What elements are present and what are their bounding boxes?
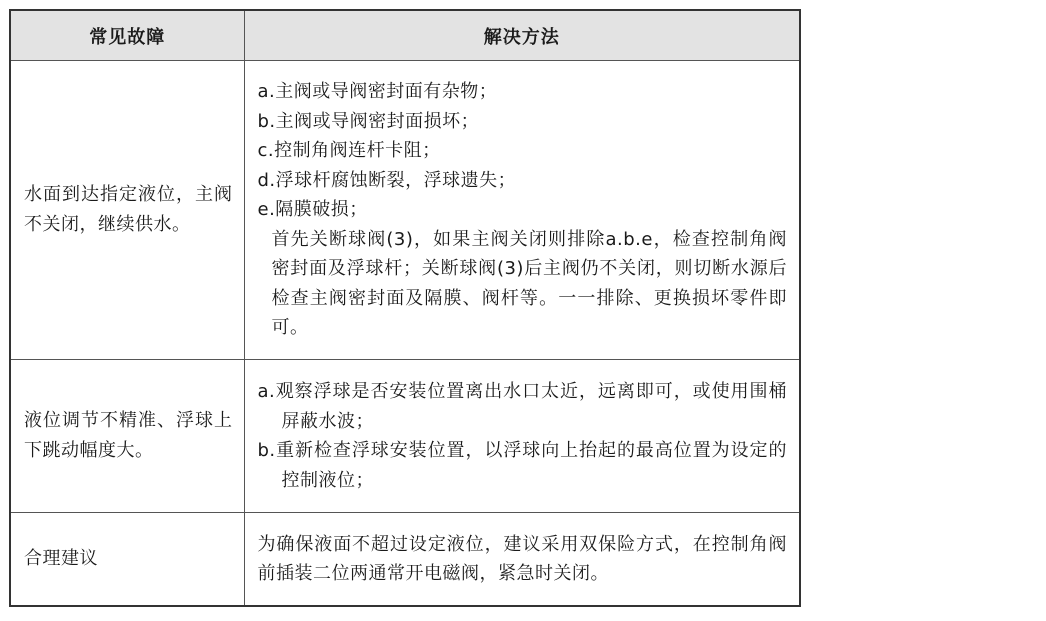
solution-item-b: b.主阀或导阀密封面损坏； xyxy=(257,110,480,132)
solution-procedure: 首先关断球阀(3)，如果主阀关闭则排除a.b.e，检查控制角阀密封面及浮球杆；关断球阀(3)后主阀仍不关闭，则切断水源后检查主阀密封面及隔膜、阀杆等。一一排除、更换损坏零件即可。 xyxy=(271,228,787,339)
fault-cell: 水面到达指定液位，主阀不关闭，继续供水。 xyxy=(10,61,244,360)
header-common-fault: 常见故障 xyxy=(10,10,244,61)
solution-item-c: c.控制角阀连杆卡阻； xyxy=(257,140,441,162)
header-solution: 解决方法 xyxy=(244,10,800,61)
suggestion-text: 为确保液面不超过设定液位，建议采用双保险方式，在控制角阀前插装二位两通常开电磁阀，紧急时关闭。 xyxy=(257,533,787,584)
fault-cell: 合理建议 xyxy=(10,513,244,607)
solution-item-a: a.观察浮球是否安装位置离出水口太近，远离即可，或使用围桶屏蔽水波； xyxy=(257,381,787,432)
solution-cell xyxy=(244,61,800,360)
table-row xyxy=(10,360,800,513)
table-row xyxy=(10,61,800,360)
fault-solution-table xyxy=(9,9,801,607)
solution-cell xyxy=(244,513,800,607)
solution-item-b: b.重新检查浮球安装位置，以浮球向上抬起的最高位置为设定的控制液位； xyxy=(257,440,787,491)
solution-item-d: d.浮球杆腐蚀断裂，浮球遗失； xyxy=(257,169,517,191)
table-row xyxy=(10,513,800,607)
solution-item-a: a.主阀或导阀密封面有杂物； xyxy=(257,81,498,103)
solution-cell xyxy=(244,360,800,513)
fault-cell: 液位调节不精准、浮球上下跳动幅度大。 xyxy=(10,360,244,513)
table-header-row xyxy=(10,10,800,61)
solution-item-e: e.隔膜破损； xyxy=(257,199,368,221)
